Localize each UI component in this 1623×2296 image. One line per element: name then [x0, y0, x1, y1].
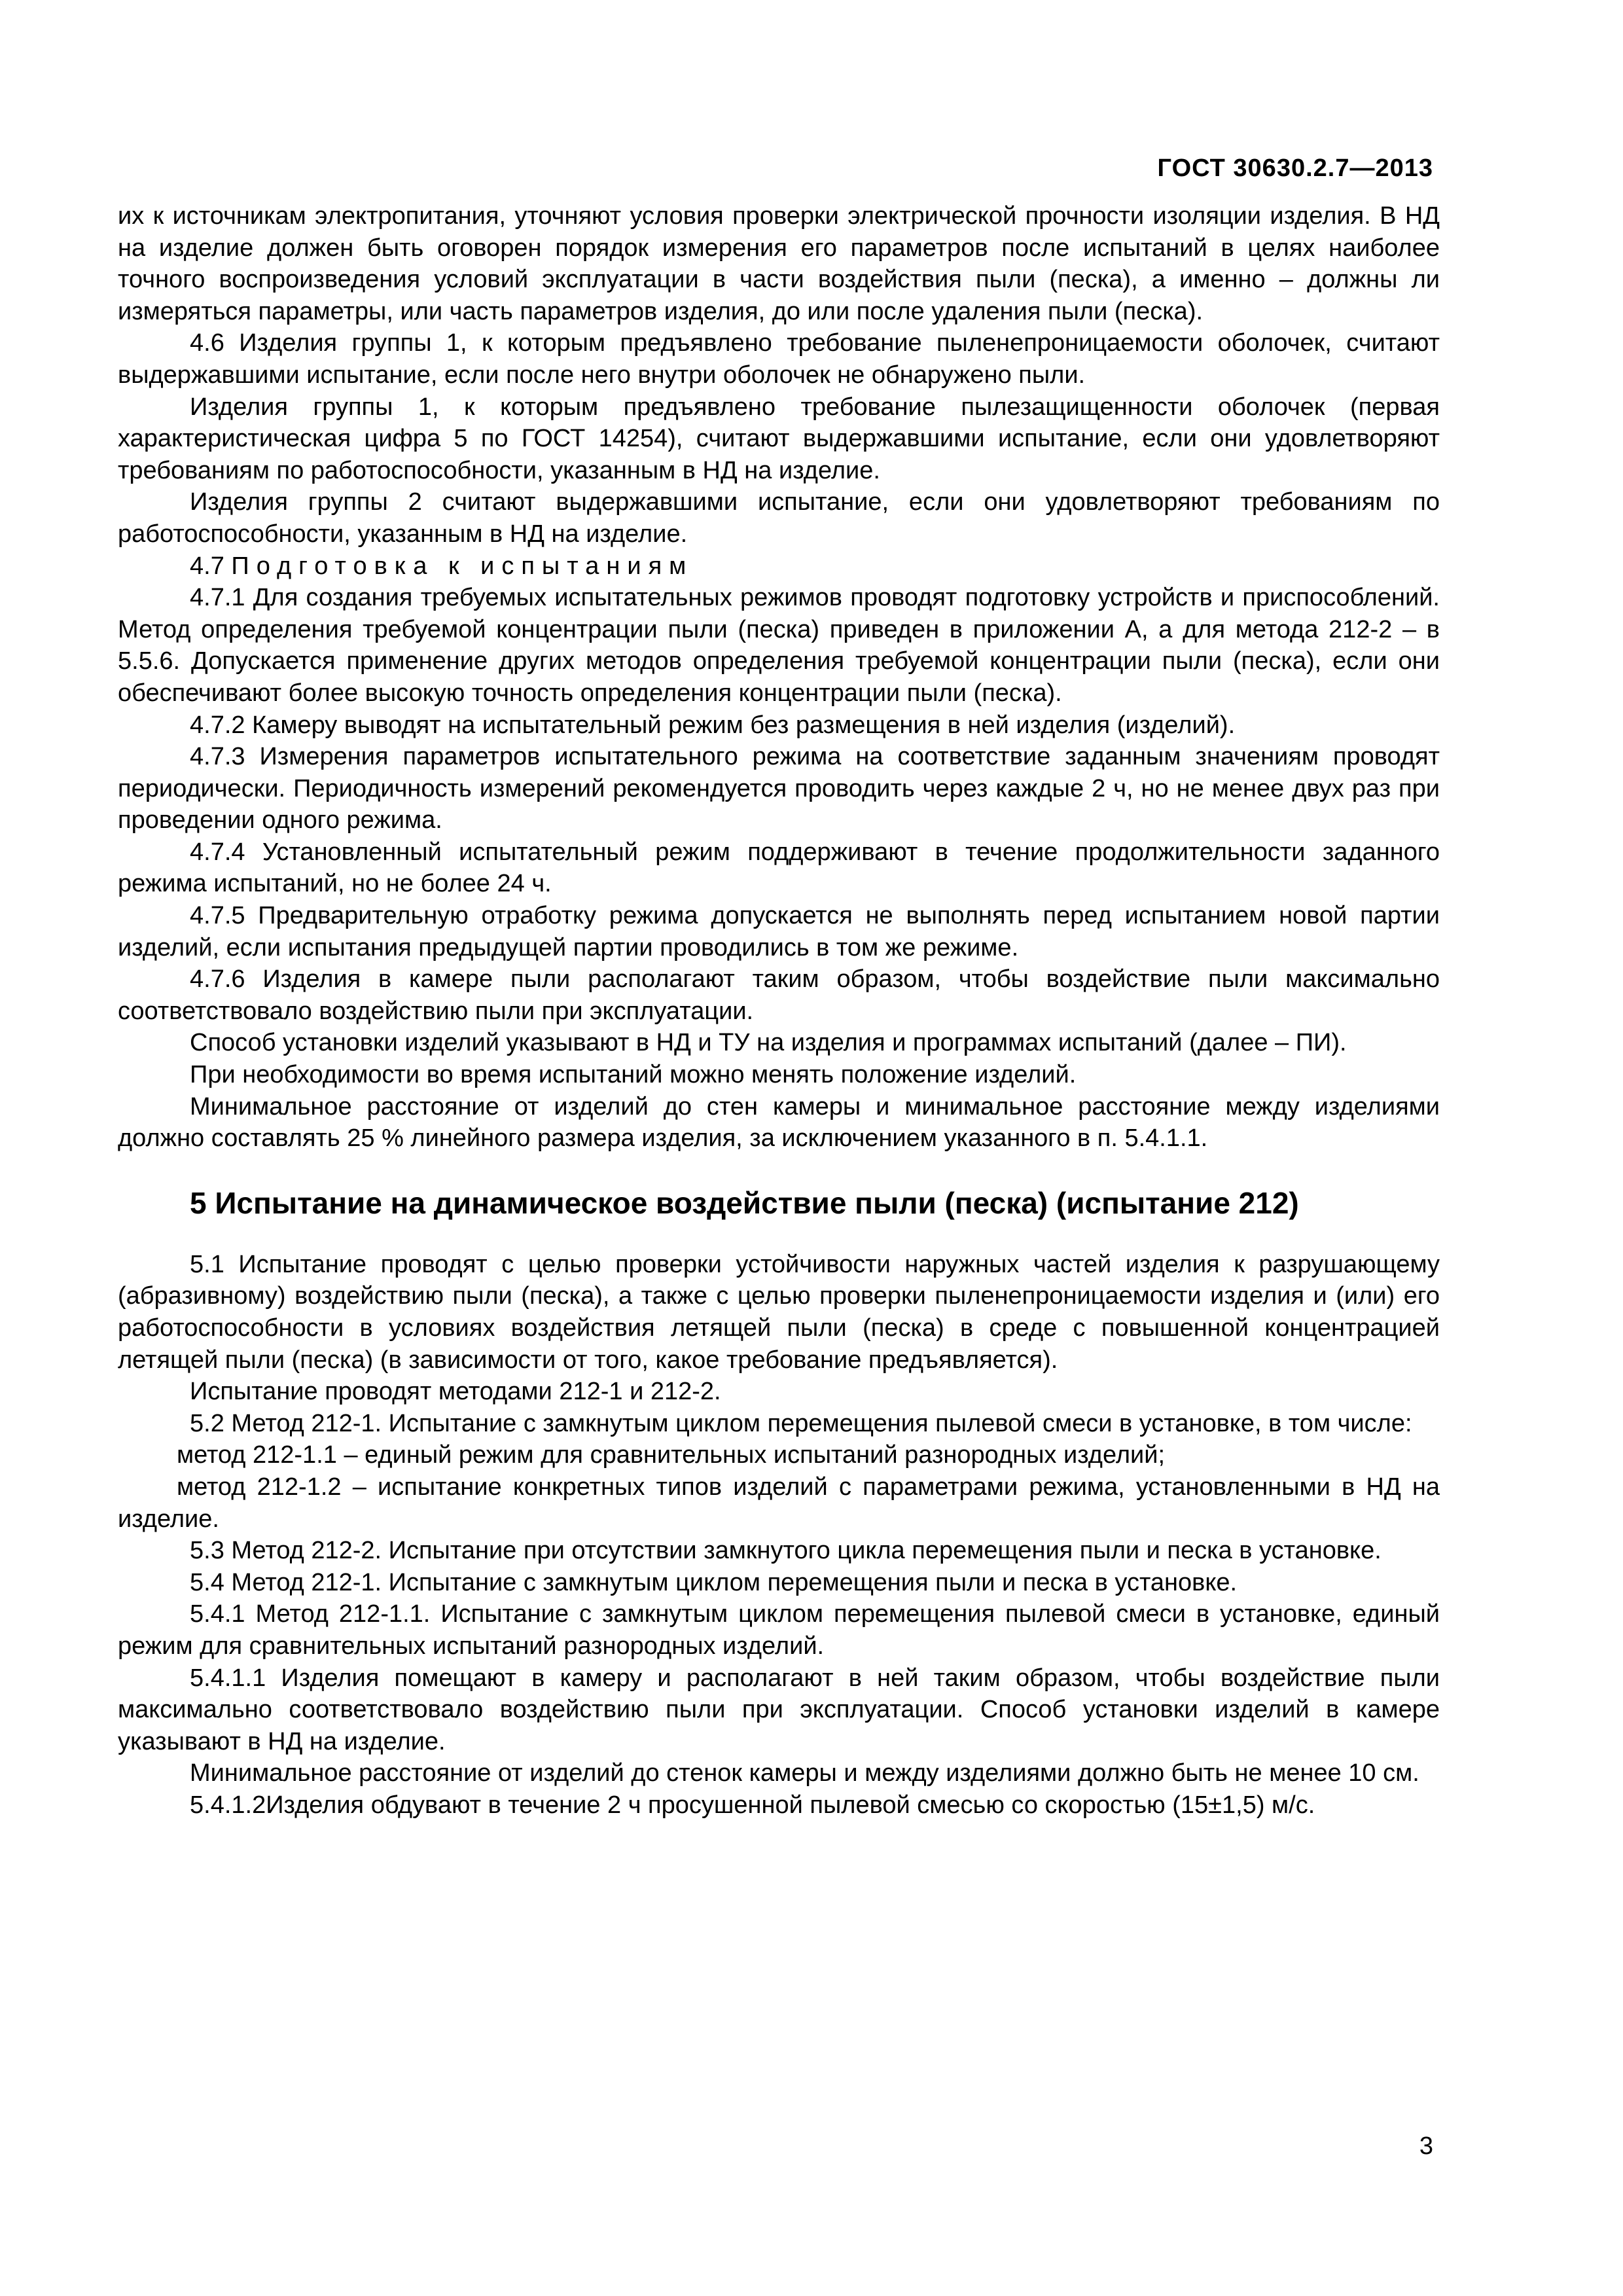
- paragraph-5-4-1-1: 5.4.1.1 Изделия помещают в камеру и располагают в ней таким образом, чтобы воздействие пыли максимально соответствовало воздействию пыли при эксплуатации. Способ установки изделий в камере указывают в НД на изделие.: [118, 1664, 1440, 1755]
- paragraph-5-4-1: 5.4.1 Метод 212-1.1. Испытание с замкнутым циклом перемещения пылевой смеси в установке, единый режим для сравнительных испытаний разнородных изделий.: [118, 1600, 1440, 1660]
- standard-code-header: ГОСТ 30630.2.7—2013: [1157, 154, 1433, 182]
- section-5-heading: 5 Испытание на динамическое воздействие пыли (песка) (испытание 212): [190, 1185, 1299, 1220]
- paragraph-4-7-6: 4.7.6 Изделия в камере пыли располагают таким образом, чтобы воздействие пыли максимально соответствовало воздействию пыли при эксплуатации.: [118, 965, 1440, 1025]
- paragraph-4-7-5: 4.7.5 Предварительную отработку режима допускается не выполнять перед испытанием новой партии изделий, если испытания предыдущей партии проводились в том же режиме.: [118, 902, 1440, 961]
- paragraph-method-212-1-1: метод 212-1.1 – единый режим для сравнительных испытаний разнородных изделий;: [177, 1441, 1166, 1469]
- paragraph-5-2: 5.2 Метод 212-1. Испытание с замкнутым циклом перемещения пылевой смеси в установке, в том числе:: [190, 1409, 1412, 1437]
- paragraph-minimum-distance: Минимальное расстояние от изделий до стен камеры и минимальное расстояние между изделиями должно составлять 25 % линейного размера изделия, за исключением указанного в п. 5.4.1.1.: [118, 1092, 1440, 1153]
- paragraph-installation-method: Способ установки изделий указывают в НД и ТУ на изделия и программах испытаний (далее – ПИ).: [190, 1029, 1347, 1057]
- paragraph-4-6: 4.6 Изделия группы 1, к которым предъявлено требование пыленепроницаемости оболочек, считают выдержавшими испытание, если после него внутри оболочек не обнаружено пыли.: [118, 329, 1440, 389]
- paragraph-5-4: 5.4 Метод 212-1. Испытание с замкнутым циклом перемещения пыли и песка в установке.: [190, 1568, 1238, 1596]
- paragraph-method-212-1-2: метод 212-1.2 – испытание конкретных типов изделий с параметрами режима, установленными в НД на изделие.: [118, 1473, 1440, 1533]
- spacer: [118, 1155, 1440, 1183]
- document-body: [118, 200, 1440, 1821]
- section-title-spaced: Подготовка к испытаниям: [231, 552, 694, 580]
- paragraph-4-7-3: 4.7.3 Измерения параметров испытательного режима на соответствие заданным значениям проводят периодически. Периодичность измерений рекомендуется проводить через каждые 2 ч, но не менее двух раз при проведении одного режима.: [118, 743, 1440, 834]
- paragraph-5-3: 5.3 Метод 212-2. Испытание при отсутствии замкнутого цикла перемещения пыли и песка в установке.: [190, 1537, 1382, 1565]
- paragraph-methods: Испытание проводят методами 212-1 и 212-2.: [190, 1378, 721, 1406]
- page-number: 3: [1419, 2132, 1433, 2160]
- paragraph-continuation: их к источникам электропитания, уточняют условия проверки электрической прочности изоляции изделия. В НД на изделие должен быть оговорен порядок измерения его параметров после испытаний в целях наиболее точного воспроизведения условий эксплуатации в части воздействия пыли (песка), а именно – должны ли измеряться параметры, или часть параметров изделия, до или после удаления пыли (песка).: [118, 202, 1440, 325]
- paragraph-4-7-4: 4.7.4 Установленный испытательный режим поддерживают в течение продолжительности заданного режима испытаний, но не более 24 ч.: [118, 838, 1440, 898]
- paragraph-5-1: 5.1 Испытание проводят с целью проверки устойчивости наружных частей изделия к разрушающему (абразивному) воздействию пыли (песка), а также с целью проверки пыленепроницаемости изделия и (или) его работоспособности в условиях воздействия летящей пыли (песка) в среде с повышенной концентрацией летящей пыли (песка) (в зависимости от того, какое требование предъявляется).: [118, 1250, 1440, 1374]
- paragraph-position-change: При необходимости во время испытаний можно менять положение изделий.: [190, 1061, 1077, 1089]
- section-number: 4.7: [190, 552, 224, 580]
- paragraph-min-distance-10cm: Минимальное расстояние от изделий до стенок камеры и между изделиями должно быть не менее 10 см.: [190, 1759, 1419, 1787]
- paragraph-4-7-2: 4.7.2 Камеру выводят на испытательный режим без размещения в ней изделия (изделий).: [190, 711, 1236, 739]
- paragraph-group2: Изделия группы 2 считают выдержавшими испытание, если они удовлетворяют требованиям по работоспособности, указанным в НД на изделие.: [118, 488, 1440, 548]
- paragraph-4-7-1: 4.7.1 Для создания требуемых испытательных режимов проводят подготовку устройств и приспособлений. Метод определения требуемой концентрации пыли (песка) приведен в приложении А, а для метода 212-2 – в 5.5.6. Допускается применение других методов определения требуемой концентрации пыли (песка), если они обеспечивают более высокую точность определения концентрации пыли (песка).: [118, 584, 1440, 707]
- section-4-7-title: [118, 550, 1440, 583]
- paragraph-group1-dust-protection: Изделия группы 1, к которым предъявлено требование пылезащищенности оболочек (первая характеристическая цифра 5 по ГОСТ 14254), считают выдержавшими испытание, если они удовлетворяют требованиям по работоспособности, указанным в НД на изделие.: [118, 393, 1440, 484]
- paragraph-5-4-1-2: 5.4.1.2Изделия обдувают в течение 2 ч просушенной пылевой смесью со скоростью (15±1,5) м/с.: [190, 1791, 1315, 1819]
- spacer: [118, 1223, 1440, 1249]
